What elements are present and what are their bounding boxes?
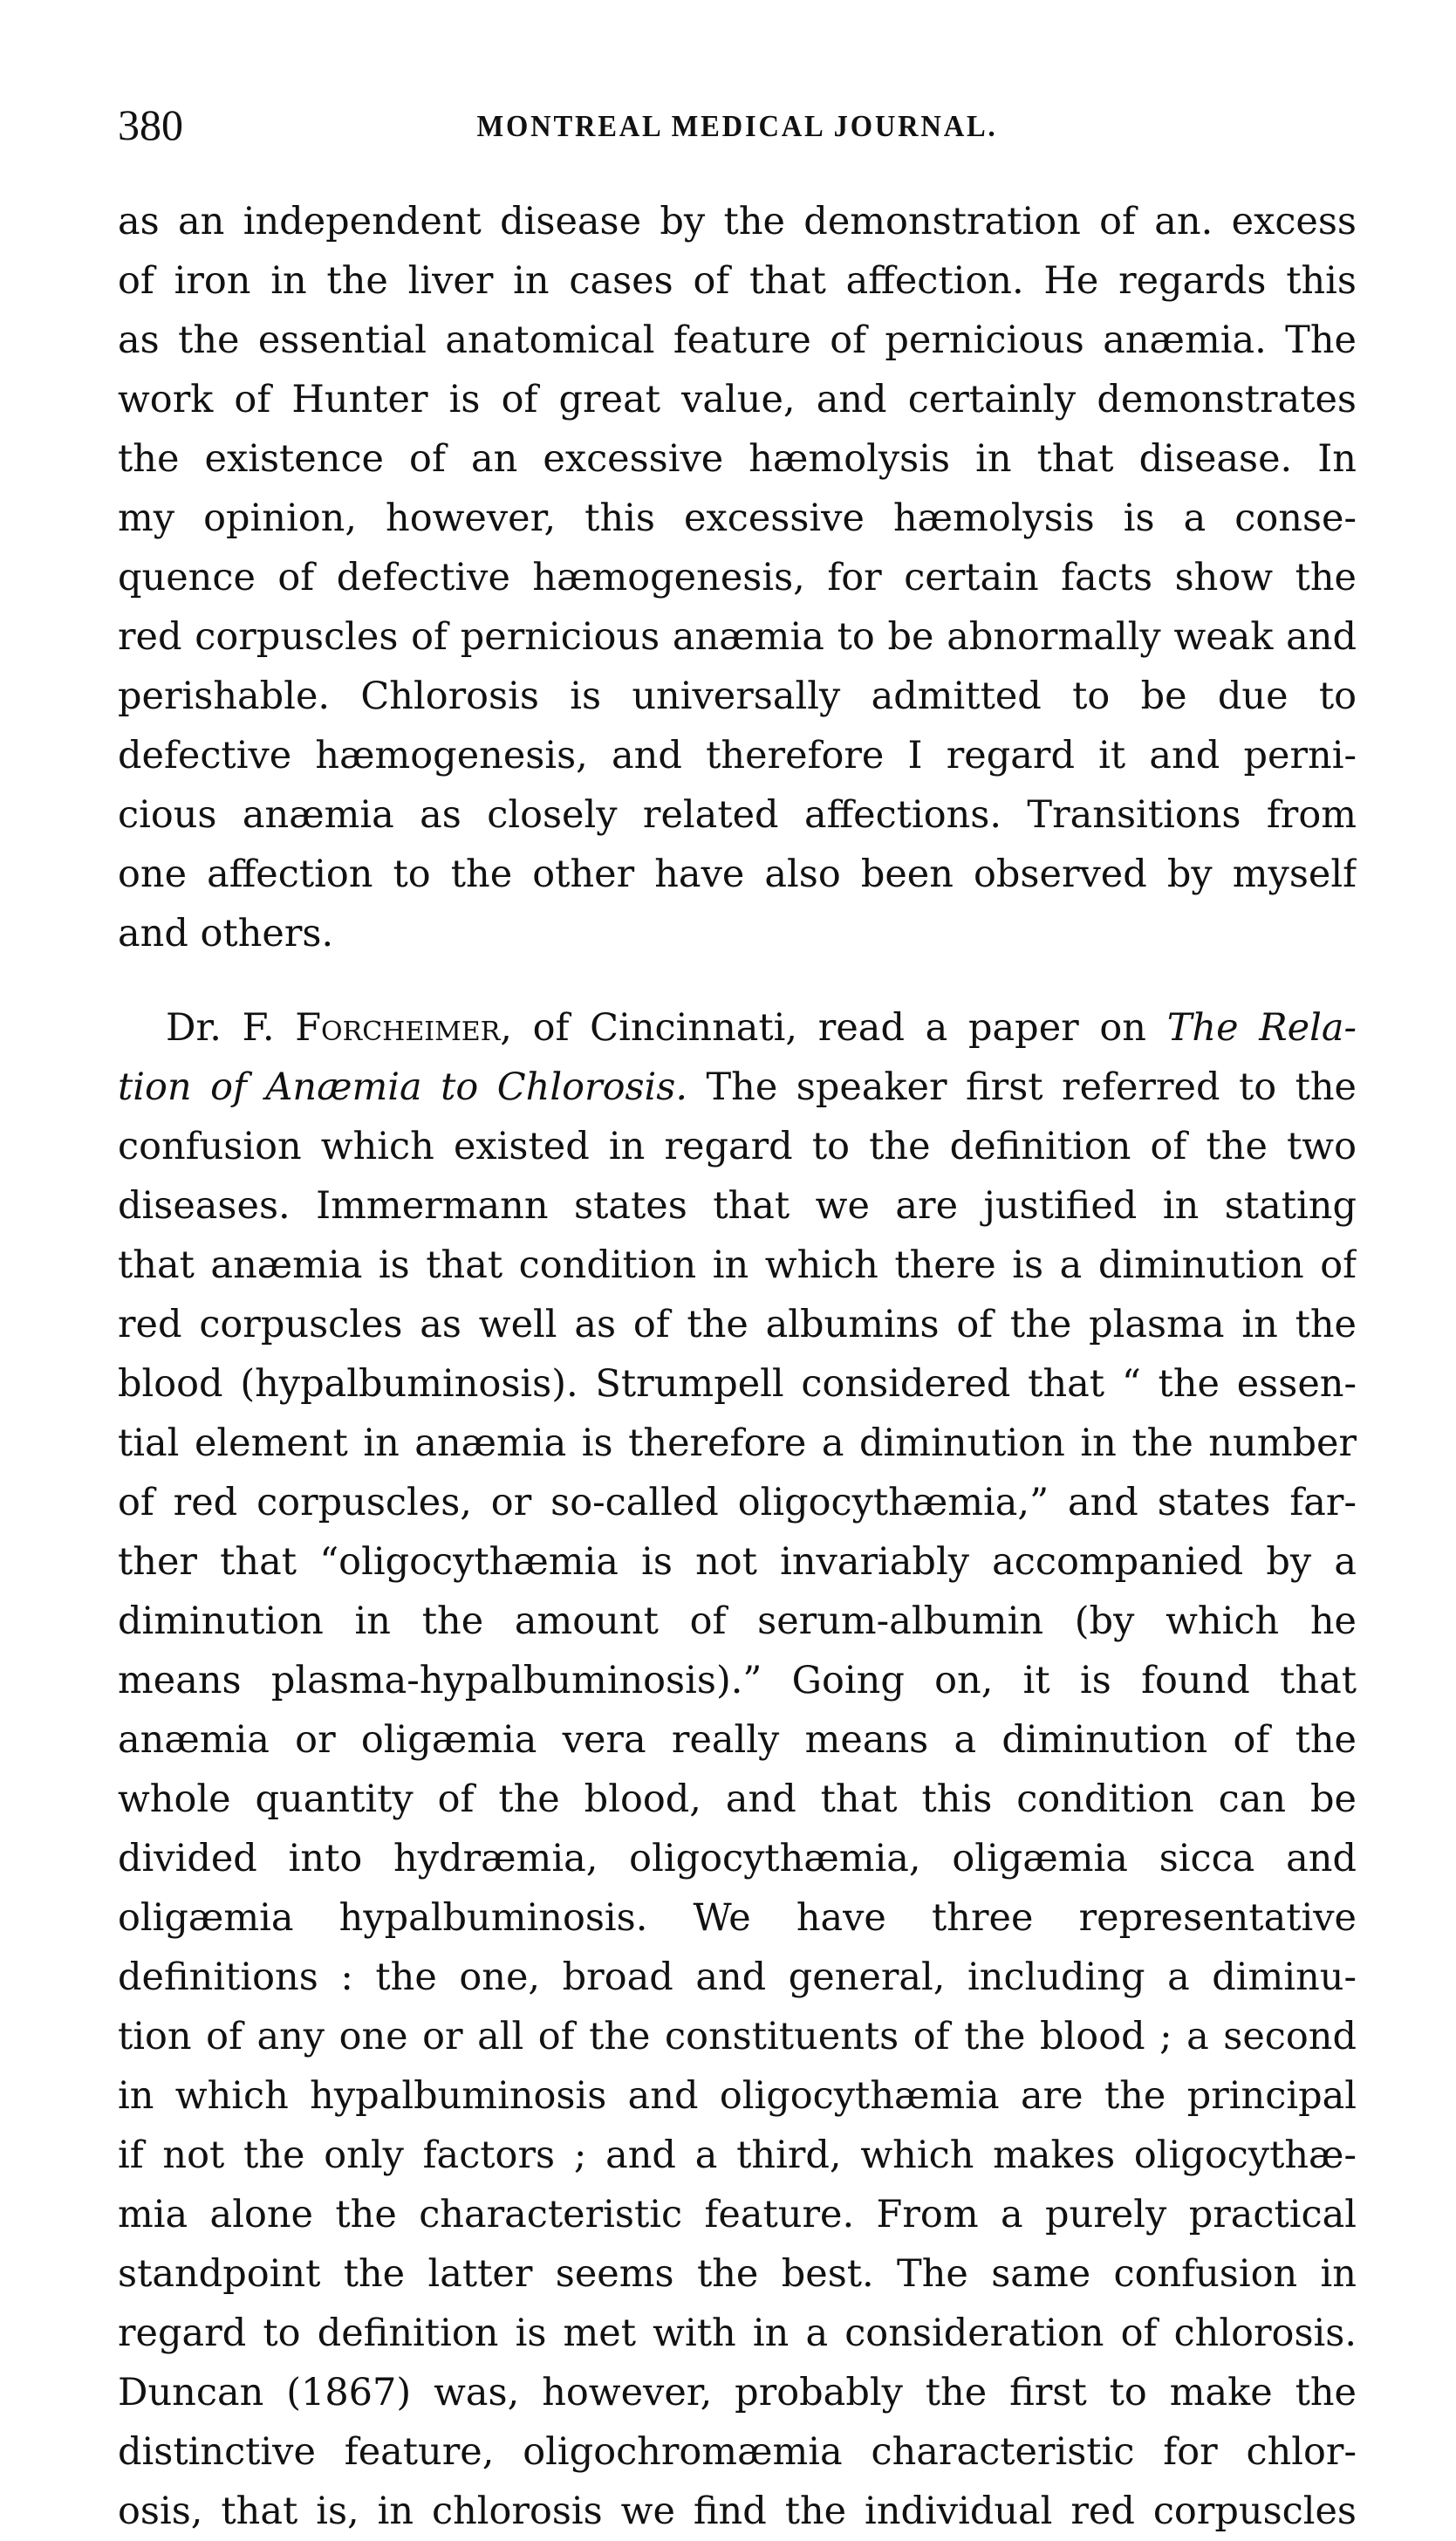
text-line	[118, 1295, 1357, 1354]
text-segment: tion of Anæmia to Chlorosis.	[118, 1065, 688, 1109]
text-segment: means plasma-hypalbuminosis).” Going on, it is found that	[118, 1659, 1357, 1702]
text-line	[118, 667, 1357, 726]
text-segment: regard to definition is met with in a consideration of chlorosis.	[118, 2312, 1357, 2355]
text-line	[118, 1473, 1357, 1532]
text-line	[118, 785, 1357, 845]
text-segment: blood (hypalbuminosis). Strumpell considered that “ the essen-	[118, 1362, 1357, 1406]
text-line	[118, 489, 1357, 548]
text-segment: diminution in the amount of serum-albumin (by which he	[118, 1599, 1357, 1643]
text-line	[118, 607, 1357, 667]
text-line	[118, 1414, 1357, 1473]
text-line	[118, 1710, 1357, 1770]
text-segment: red corpuscles as well as of the albumins of the plasma in the	[118, 1303, 1357, 1346]
text-line	[118, 1770, 1357, 1829]
text-segment: oligæmia hypalbuminosis. We have three representative	[118, 1896, 1357, 1940]
paragraph-gap	[118, 963, 1357, 998]
page-number: 380	[118, 100, 183, 149]
text-line	[118, 1532, 1357, 1592]
text-segment: that anæmia is that condition in which there is a diminution of	[118, 1243, 1357, 1287]
text-line	[118, 2185, 1357, 2244]
text-line	[118, 726, 1357, 785]
running-title: MONTREAL MEDICAL JOURNAL.	[476, 109, 998, 143]
text-line	[118, 2244, 1357, 2304]
text-segment: whole quantity of the blood, and that this condition can be	[118, 1777, 1357, 1821]
text-segment: confusion which existed in regard to the definition of the two	[118, 1125, 1357, 1168]
text-segment: ther that “oligocythæmia is not invariably accompanied by a	[118, 1540, 1357, 1584]
text-segment: as the essential anatomical feature of pernicious anæmia. The	[118, 318, 1357, 362]
text-line	[118, 1651, 1357, 1710]
text-segment: Forcheimer	[295, 1006, 501, 1050]
text-segment: and others.	[118, 912, 334, 955]
text-segment: osis, that is, in chlorosis we find the individual red corpuscles	[118, 2490, 1357, 2533]
text-segment: standpoint the latter seems the best. The same confusion in	[118, 2252, 1357, 2296]
text-segment: my opinion, however, this excessive hæmolysis is a conse-	[118, 497, 1357, 540]
text-line	[118, 1829, 1357, 1888]
text-segment: , of Cincinnati, read a paper on	[500, 1006, 1167, 1050]
text-line	[118, 1354, 1357, 1414]
text-line	[118, 1948, 1357, 2007]
paragraph	[118, 192, 1357, 963]
text-segment: Duncan (1867) was, however, probably the first to make the	[118, 2371, 1357, 2414]
text-segment: definitions : the one, broad and general, including a diminu-	[118, 1955, 1357, 1999]
text-line	[118, 548, 1357, 607]
text-line	[118, 998, 1357, 1058]
text-line	[118, 2066, 1357, 2126]
text-segment: red corpuscles of pernicious anæmia to be abnormally weak and	[118, 615, 1357, 659]
text-line	[118, 311, 1357, 370]
text-line	[118, 251, 1357, 311]
text-line	[118, 845, 1357, 904]
text-segment: in which hypalbuminosis and oligocythæmia are the principal	[118, 2074, 1357, 2118]
text-segment: work of Hunter is of great value, and certainly demonstrates	[118, 378, 1357, 421]
text-segment: Dr. F.	[166, 1006, 296, 1050]
text-segment: of iron in the liver in cases of that affection. He regards this	[118, 259, 1357, 303]
text-segment: defective hæmogenesis, and therefore I regard it and perni-	[118, 734, 1357, 777]
text-line	[118, 1236, 1357, 1295]
text-segment: tial element in anæmia is therefore a diminution in the number	[118, 1421, 1357, 1465]
text-segment: of red corpuscles, or so-called oligocythæmia,” and states far-	[118, 1481, 1357, 1524]
text-segment: mia alone the characteristic feature. From a purely practical	[118, 2193, 1357, 2236]
paragraph	[118, 998, 1357, 2541]
text-segment: if not the only factors ; and a third, which makes oligocythæ-	[118, 2133, 1357, 2177]
text-line	[118, 2482, 1357, 2541]
page-header	[118, 100, 1357, 161]
text-segment: distinctive feature, oligochromæmia characteristic for chlor-	[118, 2430, 1357, 2474]
text-segment: as an independent disease by the demonstration of an. excess	[118, 200, 1357, 243]
text-segment: one affection to the other have also been observed by myself	[118, 853, 1357, 896]
text-segment: diseases. Immermann states that we are justified in stating	[118, 1184, 1357, 1228]
text-line	[118, 1592, 1357, 1651]
text-segment: divided into hydræmia, oligocythæmia, oligæmia sicca and	[118, 1837, 1357, 1880]
text-line	[118, 2304, 1357, 2363]
text-segment: quence of defective hæmogenesis, for certain facts show the	[118, 556, 1357, 599]
text-segment: The Rela-	[1166, 1006, 1357, 1050]
text-segment: perishable. Chlorosis is universally admitted to be due to	[118, 675, 1357, 718]
text-line	[118, 192, 1357, 251]
text-line	[118, 1058, 1357, 1117]
article-body	[118, 192, 1357, 2541]
text-line	[118, 1888, 1357, 1948]
text-segment: cious anæmia as closely related affections. Transitions from	[118, 793, 1357, 837]
text-line	[118, 2126, 1357, 2185]
text-line	[118, 2007, 1357, 2066]
text-line	[118, 429, 1357, 489]
text-segment: tion of any one or all of the constituents of the blood ; a second	[118, 2015, 1357, 2058]
text-line	[118, 1117, 1357, 1176]
text-segment: anæmia or oligæmia vera really means a diminution of the	[118, 1718, 1357, 1762]
text-line	[118, 1176, 1357, 1236]
text-segment: the existence of an excessive hæmolysis in that disease. In	[118, 437, 1357, 481]
text-line	[118, 904, 1357, 963]
text-segment: The speaker first referred to the	[687, 1065, 1357, 1109]
text-line	[118, 2422, 1357, 2482]
text-line	[118, 2363, 1357, 2422]
text-line	[118, 370, 1357, 429]
